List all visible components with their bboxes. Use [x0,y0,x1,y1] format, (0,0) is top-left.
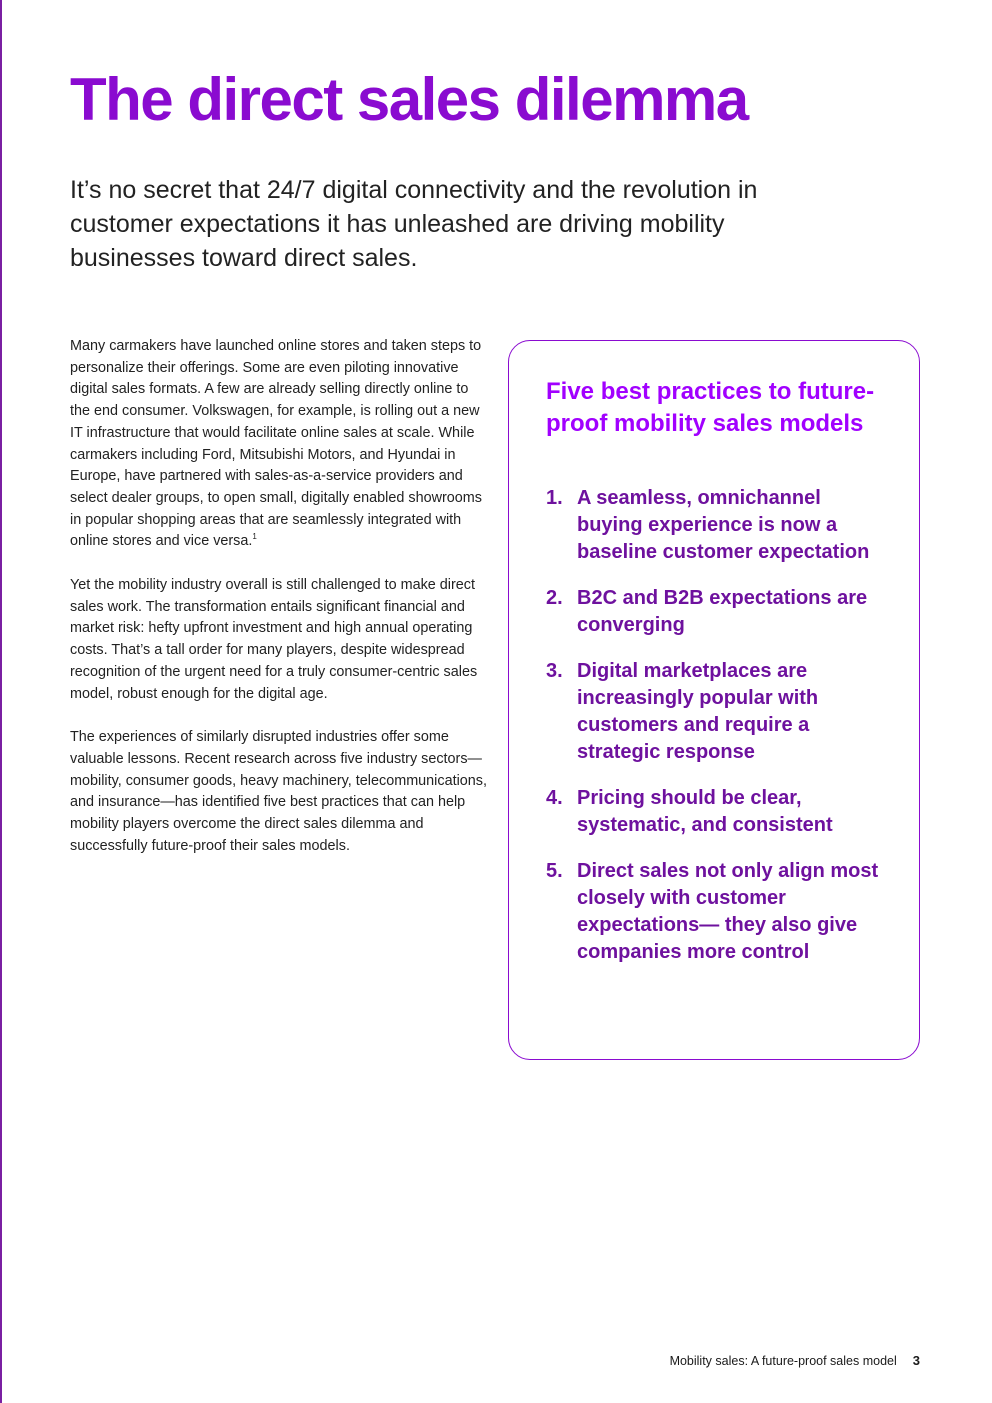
footnote-marker[interactable]: 1 [252,532,257,542]
practice-item-2 [546,585,886,639]
practice-number: 3. [546,660,563,682]
practice-item-5 [546,858,886,966]
page-title: The direct sales dilemma [70,66,748,133]
practice-item-3 [546,658,886,766]
footer-document-title: Mobility sales: A future-proof sales model [669,1354,897,1368]
practice-number: 5. [546,860,563,882]
page-number: 3 [912,1353,920,1368]
best-practices-title: Five best practices to future-proof mobility sales models [546,378,875,437]
best-practices-box [508,340,920,1060]
body-column [70,336,490,879]
practice-text: Direct sales not only align most closely with customer expectations— they also give companies more control [577,860,879,963]
body-paragraph-1-text: Many carmakers have launched online stores and taken steps to personalize their offerings. Some are even piloting innovative digital sales formats. A few are already selling directly online to the end consumer. Volkswagen, for example, is rolling out a new IT infrastructure that would facilitate online sales at scale. While carmakers including Ford, Mitsubishi Motors, and Hyundai in Europe, have partnered with sales-as-a-service providers and select dealer groups, to open small, digitally enabled showrooms in popular shopping areas that are seamlessly integrated with online stores and vice versa. [70,338,482,550]
practice-item-1 [546,485,886,566]
page-footer [670,1353,920,1368]
practice-item-4 [546,785,886,839]
intro-paragraph: It’s no secret that 24/7 digital connectivity and the revolution in customer expectations it has unleashed are driving mobility businesses toward direct sales. [70,176,758,272]
practice-text: Digital marketplaces are increasingly popular with customers and require a strategic response [577,660,819,763]
practice-text: Pricing should be clear, systematic, and consistent [577,787,833,836]
practice-number: 4. [546,787,563,809]
left-margin-rule [0,0,2,1403]
body-paragraph-1 [70,336,490,553]
practice-number: 2. [546,587,563,609]
practice-number: 1. [546,487,563,509]
best-practices-list [546,485,886,985]
body-paragraph-2: Yet the mobility industry overall is still challenged to make direct sales work. The transformation entails significant financial and market risk: hefty upfront investment and high annual operating costs. That’s a tall order for many players, despite widespread recognition of the urgent need for a truly consumer-centric sales model, robust enough for the digital age. [70,577,478,702]
practice-text: B2C and B2B expectations are converging [577,587,868,636]
practice-text: A seamless, omnichannel buying experience is now a baseline customer expectation [577,487,870,563]
body-paragraph-3: The experiences of similarly disrupted industries offer some valuable lessons. Recent research across five industry sectors—mobility, consumer goods, heavy machinery, telecommunications, and insurance—has identified five best practices that can help mobility players overcome the direct sales dilemma and successfully future-proof their sales models. [70,729,487,854]
